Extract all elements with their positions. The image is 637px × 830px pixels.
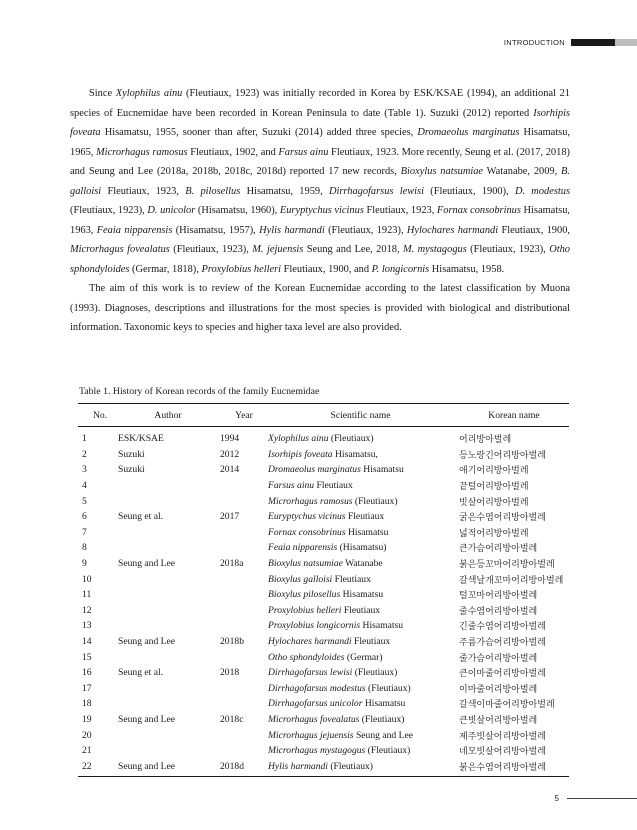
species-name: Euryptychus vicinus <box>268 511 346 523</box>
text-run: Hisamatsu, 1955, sooner than after, Suzuki (2014) added three species, <box>100 127 418 138</box>
table-body <box>78 427 569 777</box>
text-run: (Hisamatsu, 1957), <box>172 224 260 236</box>
header-bar-dark <box>571 39 615 46</box>
cell-author <box>118 743 218 759</box>
species-name: P. longicornis <box>371 263 430 275</box>
species-name: Otho sphondyloides <box>70 244 570 275</box>
species-name: Microrhagus mystagogus <box>268 745 366 757</box>
cell-scientific-name <box>268 556 453 572</box>
text-run: Fleutiaux, 1923, <box>363 205 437 216</box>
cell-author: Seung et al. <box>118 511 164 523</box>
species-name: Bioxylus natsumiae <box>400 166 484 177</box>
species-name: Xylophilus ainu <box>268 433 329 445</box>
species-name: Proxylobius longicornis <box>268 620 361 632</box>
table-row <box>78 696 569 712</box>
species-name: Proxylobius helleri <box>268 604 342 616</box>
table-row <box>78 587 569 603</box>
cell-no: 1 <box>82 433 87 445</box>
cell-korean-name: 털꼬마어리방아벌레 <box>459 591 538 602</box>
cell-year <box>218 493 268 509</box>
cell-no: 22 <box>78 758 118 776</box>
table-row <box>78 509 569 525</box>
records-table <box>78 403 569 777</box>
cell-korean-name: 갈색날개꼬마어리방아벌레 <box>459 575 564 586</box>
cell-author: Seung and Lee <box>118 558 176 570</box>
authority: (Fleutiaux) <box>365 745 411 757</box>
table-row <box>78 665 569 681</box>
species-name: D. unicolor <box>147 205 196 216</box>
cell-scientific-name <box>268 587 453 603</box>
cell-korean-name: 주름가슴어리방아벌레 <box>459 638 546 649</box>
header-author: Author <box>118 404 218 427</box>
table-row <box>78 540 569 556</box>
text-run: The aim of this work is to review of the Korean Eucnemidae according to the latest classification by Muona (1993). Diagnoses, descriptions and illustrations for the most species is provided with biological and distributional information. Taxonomic keys to species and higher taxa level are also provided. <box>70 283 570 333</box>
authority: Fleutiaux <box>345 511 385 523</box>
cell-no: 6 <box>82 511 87 523</box>
cell-year <box>218 743 268 759</box>
species-name: Fornax consobrinus <box>268 526 346 538</box>
table-row <box>78 447 569 463</box>
cell-no: 10 <box>82 573 92 585</box>
text-run: (Fleutiaux, 1923), <box>169 244 253 255</box>
authority: Hisamatsu <box>340 589 384 601</box>
authority: Fleutiaux <box>351 636 391 648</box>
cell-scientific-name <box>268 509 453 525</box>
species-name: Farsus ainu <box>268 480 315 492</box>
authority: Hisamatsu <box>360 620 404 632</box>
species-name: D. modestus <box>514 185 570 197</box>
running-header <box>504 38 637 46</box>
cell-year: 2012 <box>220 448 240 460</box>
cell-scientific-name <box>268 478 453 494</box>
species-name: Isorhipis foveata <box>70 107 570 138</box>
text-run: Hisamatsu, 1965, <box>70 127 571 158</box>
species-name: Euryptychus vicinus <box>279 205 364 216</box>
species-name: Hylochares harmandi <box>268 636 352 648</box>
authority: Hisamatsu <box>362 698 406 710</box>
cell-no: 21 <box>82 745 92 757</box>
cell-scientific-name <box>268 712 453 728</box>
cell-scientific-name <box>268 447 453 463</box>
table-header-row <box>78 404 569 427</box>
species-name: M. jejuensis <box>252 244 304 255</box>
authority: Seung and Lee <box>353 729 413 741</box>
header-scientific-name: Scientific name <box>268 404 453 427</box>
cell-scientific-name <box>268 603 453 619</box>
species-name: Dromaeolus marginatus <box>417 127 520 138</box>
cell-scientific-name <box>268 493 453 509</box>
cell-year <box>218 681 268 697</box>
table-row <box>78 618 569 634</box>
table-row <box>78 603 569 619</box>
table-row <box>78 727 569 743</box>
text-run: (Hisamatsu, 1960), <box>195 205 280 216</box>
table-row <box>78 427 569 447</box>
species-name: Fornax consobrinus <box>436 205 521 216</box>
text-run: Fleutiaux, 1923, <box>101 185 186 197</box>
cell-no: 3 <box>82 464 87 476</box>
text-run: Since <box>89 88 116 99</box>
cell-scientific-name <box>268 618 453 634</box>
authority: Fleutiaux <box>341 604 381 616</box>
species-name: Feaia nipparensis <box>268 542 338 554</box>
text-run: Seung and Lee, 2018, <box>303 244 403 255</box>
table-row <box>78 743 569 759</box>
cell-korean-name: 큰이마줄어리방아벌레 <box>459 669 546 680</box>
cell-author <box>118 478 218 494</box>
species-name: Bioxylus pilosellus <box>268 589 341 601</box>
section-label: INTRODUCTION <box>503 37 565 47</box>
cell-year <box>218 525 268 541</box>
table-row <box>78 493 569 509</box>
species-name: Otho sphondyloides <box>268 651 345 663</box>
footer-rule <box>567 798 637 799</box>
authority: Hisamatsu <box>345 526 389 538</box>
cell-author <box>118 571 218 587</box>
cell-year: 2018b <box>220 636 244 648</box>
cell-year: 2018a <box>220 558 244 570</box>
cell-korean-name: 애기어리방아벌레 <box>459 466 529 477</box>
authority: (Fleutiaux) <box>352 495 398 507</box>
cell-scientific-name <box>268 696 453 712</box>
cell-author <box>118 587 218 603</box>
species-name: Dromaeolus marginatus <box>268 464 361 476</box>
cell-author: Seung and Lee <box>118 636 176 648</box>
cell-year <box>218 649 268 665</box>
text-run: (Fleutiaux, 1923), <box>70 205 148 216</box>
cell-no: 9 <box>82 558 87 570</box>
species-name: Dirrhagofarsus lewisi <box>328 185 424 197</box>
cell-author <box>118 618 218 634</box>
species-name: M. mystagogus <box>403 244 467 255</box>
species-name: Dirrhagofarsus unicolor <box>268 698 363 710</box>
cell-no: 11 <box>82 589 92 601</box>
authority: (Fleutiaux) <box>359 713 405 725</box>
cell-no: 8 <box>82 542 87 554</box>
table-row <box>78 571 569 587</box>
authority: Fleutiaux <box>332 573 371 585</box>
cell-author: ESK/KSAE <box>118 433 164 445</box>
cell-author <box>118 727 218 743</box>
header-bar-light <box>615 39 637 46</box>
cell-scientific-name <box>268 758 453 776</box>
cell-author <box>118 649 218 665</box>
paragraph <box>70 279 570 338</box>
species-name: Microrhagus ramosus <box>268 495 353 507</box>
species-name: B. pilosellus <box>185 185 241 197</box>
species-name: Hylis harmandi <box>268 760 328 772</box>
cell-no: 2 <box>82 448 87 460</box>
table-row <box>78 649 569 665</box>
header-year: Year <box>218 404 268 427</box>
cell-author <box>118 493 218 509</box>
cell-no: 7 <box>82 526 87 538</box>
text-run: Fleutiaux, 1900, <box>498 224 570 236</box>
header-no: No. <box>78 404 118 427</box>
cell-no: 5 <box>82 495 87 507</box>
species-name: Hylochares harmandi <box>406 224 499 236</box>
authority: (Germar) <box>344 651 383 663</box>
text-run: (Fleutiaux, 1900), <box>423 185 515 197</box>
cell-korean-name: 큰가슴어리방아벌레 <box>459 544 538 555</box>
cell-korean-name: 등노랑긴어리방아벌레 <box>459 450 546 461</box>
species-name: Microrhagus fovealatus <box>70 244 170 255</box>
cell-author <box>118 603 218 619</box>
cell-year: 1994 <box>220 433 240 445</box>
species-name: Microrhagus fovealatus <box>268 713 360 725</box>
text-run: (Fleutiaux, 1923), <box>466 244 550 255</box>
cell-year: 2018d <box>218 758 268 776</box>
cell-author: Suzuki <box>118 464 145 476</box>
cell-no: 16 <box>82 667 92 679</box>
table-row <box>78 712 569 728</box>
cell-korean-name: 굵은수염어리방아벌레 <box>459 513 546 524</box>
cell-year <box>218 571 268 587</box>
cell-korean-name: 큰빗살어리방아벌레 <box>459 715 538 726</box>
cell-year <box>218 587 268 603</box>
text-run: Watanabe, 2009, <box>483 166 562 177</box>
text-run: Fleutiaux, 1923. More recently, Seung et al. (2017, 2018) and Seung and Lee (2018a, 2018b, 2018c, 2018d) reported 17 new records, <box>70 146 570 177</box>
cell-korean-name: 갈색이마줄어리방아벌레 <box>459 700 555 711</box>
cell-author <box>118 540 218 556</box>
cell-scientific-name <box>268 665 453 681</box>
cell-no: 15 <box>82 651 92 663</box>
cell-author: Suzuki <box>118 448 145 460</box>
text-run: Fleutiaux, 1900, and <box>281 263 372 275</box>
cell-korean-name: 긴줄수염어리방아벌레 <box>459 622 546 633</box>
cell-no: 18 <box>82 698 92 710</box>
cell-scientific-name <box>268 540 453 556</box>
species-name: Microrhagus jejuensis <box>268 729 354 741</box>
authority: Watanabe <box>342 558 383 570</box>
header-korean-name: Korean name <box>453 404 569 427</box>
species-name: Proxylobius helleri <box>201 263 282 275</box>
authority: (Fleutiaux) <box>352 667 398 679</box>
cell-korean-name: 줄가슴어리방아벌레 <box>459 653 538 664</box>
cell-no: 19 <box>82 713 92 725</box>
authority: (Fleutiaux) <box>365 682 411 694</box>
cell-year: 2018 <box>220 667 240 679</box>
table-row <box>78 634 569 650</box>
species-name: B. galloisi <box>70 166 570 197</box>
cell-korean-name: 넓적어리방아벌레 <box>459 528 529 539</box>
cell-korean-name: 어리방아벌레 <box>459 435 512 446</box>
table-row <box>78 758 569 776</box>
cell-scientific-name <box>268 727 453 743</box>
cell-year: 2017 <box>220 511 240 523</box>
cell-author: Seung et al. <box>118 667 164 679</box>
body-text <box>70 84 570 338</box>
paragraph <box>70 84 570 279</box>
text-run: (Fleutiaux, 1923) was initially recorded in Korea by ESK/KSAE (1994), an additional 21 species of Eucnemidae have been recorded in Korean Peninsula to date (Table 1). Suzuki (2012) reported <box>70 88 571 119</box>
cell-no: 13 <box>82 620 92 632</box>
cell-scientific-name <box>268 525 453 541</box>
cell-korean-name: 줄수염어리방아벌레 <box>459 606 538 617</box>
cell-scientific-name <box>268 462 453 478</box>
cell-year: 2014 <box>220 464 240 476</box>
authority: (Fleutiaux) <box>328 433 374 445</box>
cell-scientific-name <box>268 634 453 650</box>
cell-no: 20 <box>82 729 92 741</box>
cell-scientific-name <box>268 743 453 759</box>
table-row <box>78 556 569 572</box>
species-name: Xylophilus ainu <box>115 88 183 99</box>
page-number: 5 <box>554 794 559 803</box>
cell-year <box>218 727 268 743</box>
authority: Hisamatsu, <box>332 448 378 460</box>
cell-year <box>218 540 268 556</box>
cell-scientific-name <box>268 681 453 697</box>
species-name: Bioxylus natsumiae <box>268 558 343 570</box>
cell-no: 12 <box>82 604 92 616</box>
cell-scientific-name <box>268 427 453 447</box>
table-row <box>78 525 569 541</box>
authority: Fleutiaux <box>314 480 353 492</box>
text-run: Hisamatsu, 1963, <box>70 205 570 236</box>
cell-author <box>118 681 218 697</box>
cell-korean-name: 붉은등꼬마어리방아벌레 <box>459 560 555 571</box>
cell-author: Seung and Lee <box>118 713 176 725</box>
cell-scientific-name <box>268 571 453 587</box>
species-name: Bioxylus galloisi <box>268 573 333 585</box>
cell-korean-name: 제주빗살어리방아벌레 <box>459 731 546 742</box>
species-name: Feaia nipparensis <box>96 224 173 236</box>
species-name: Farsus ainu <box>278 146 329 158</box>
cell-no: 4 <box>82 480 87 492</box>
cell-no: 17 <box>82 682 92 694</box>
cell-author <box>118 525 218 541</box>
cell-year: 2018c <box>220 713 244 725</box>
cell-scientific-name <box>268 649 453 665</box>
table-row <box>78 462 569 478</box>
text-run: Fleutiaux, 1902, and <box>187 146 279 158</box>
authority: Hisamatsu <box>360 464 404 476</box>
text-run: Hisamatsu, 1959, <box>240 185 329 197</box>
species-name: Dirrhagofarsus lewisi <box>268 667 353 679</box>
text-run: (Fleutiaux, 1923), <box>324 224 407 236</box>
cell-korean-name: 네모빗살어리방아벌레 <box>459 747 546 758</box>
cell-author <box>118 696 218 712</box>
species-name: Microrhagus ramosus <box>96 146 188 158</box>
cell-korean-name: 붉은수염어리방아벌레 <box>453 758 569 776</box>
authority: (Fleutiaux) <box>327 760 373 772</box>
species-name: Dirrhagofarsus modestus <box>268 682 366 694</box>
cell-korean-name: 끝털어리방아벌레 <box>459 482 529 493</box>
cell-year <box>218 618 268 634</box>
cell-korean-name: 빗살어리방아벌레 <box>459 497 529 508</box>
text-run: (Germar, 1818), <box>129 263 202 275</box>
table-row <box>78 681 569 697</box>
cell-year <box>218 478 268 494</box>
species-name: Isorhipis foveata <box>268 448 333 460</box>
cell-korean-name: 이마줄어리방아벌레 <box>459 684 538 695</box>
cell-year <box>218 603 268 619</box>
table-row <box>78 478 569 494</box>
table-caption: Table 1. History of Korean records of the family Eucnemidae <box>79 386 320 397</box>
page-footer <box>555 794 637 803</box>
cell-year <box>218 696 268 712</box>
text-run: Hisamatsu, 1958. <box>429 263 505 275</box>
species-name: Hylis harmandi <box>259 224 325 236</box>
cell-no: 14 <box>82 636 92 648</box>
authority: (Hisamatsu) <box>337 542 387 554</box>
cell-author: Seung and Lee <box>118 758 218 776</box>
